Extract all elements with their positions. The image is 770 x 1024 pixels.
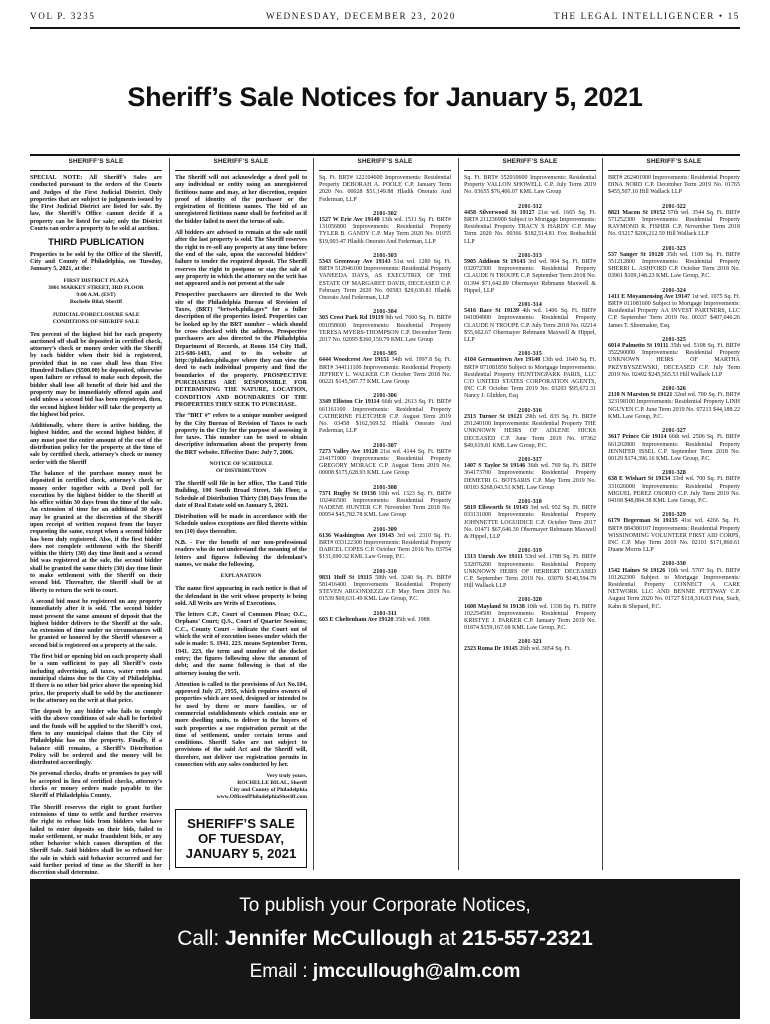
- listing-text: 34th wd. 1997.8 Sq. Ft. BRT# 344111100 Improvements: Residential Property JEFFREY L. WALKER C.P. October Term 2018 No. 00221 $145,587.77 KML Law Group: [319, 357, 451, 386]
- column-header: SHERIFF’S SALE: [464, 158, 596, 171]
- listing-text: 3rd wd. 952 Sq. Ft. BRT# 033131000 Improvements: Residential Property JOHNNETTE LOGUIDICE C.P. October Term 2017 No. 01471 $67,646.30 Obermayer Rebmann Maxwell & Hippel, LLP: [464, 505, 596, 540]
- column-header: SHERIFF’S SALE: [175, 158, 307, 171]
- banner-line-2: [30, 927, 740, 951]
- listing-text: 35th wd. 5108 Sq. Ft. BRT# 352290000 Improvements: Residential Property UNKNOWN HEIRS OF MARTHA PRZYBYSZEWSKI, DECEASED C.P. July Term 2019 No. 02492 $245,565.53 Hill Wallack LLP: [608, 343, 741, 378]
- condition-paragraph: All bidders are advised to remain at the sale until after the last property is sold. The Sheriff reserves the right to re-sell any property at any time before the end of the sale, upon the successful bidders’ failure to tender the required deposit. The Sheriff reserves the right to postpone or stay the sale of any property in which the attorney on the writ has not appeared and is not present at the sale: [175, 230, 307, 288]
- listing: [464, 596, 596, 632]
- listing: [464, 407, 596, 450]
- sale-date-box: [175, 809, 307, 868]
- condition-paragraph: The Sheriff will not acknowledge a deed poll to any individual or entity using an unregistered fictitious name and may, at her discretion, require proof of identity of the purchaser or the registration of fictitious names. The bid of an unregistered fictitious name shall be forfeited as if the bidder failed to meet the terms of sale.: [175, 175, 307, 225]
- listing-text: 32nd wd. 700 Sq. Ft. BRT# 323198100 Improvements: Residential Property LINH NGUYEN C.P. June Term 2019 No. 07213 $44,188.22 KML Law Group, P.C.: [608, 392, 741, 420]
- listing-text: BRT# 262401900 Improvements: Residential Property DINA NORD C.P. December Term 2019 No. 01765 $455,507.10 Hill Wallack LLP: [608, 175, 740, 196]
- listing: [319, 252, 451, 302]
- listing-address: 4104 Germantown Ave 19140: [464, 357, 541, 364]
- condition-paragraph: The letters C.P., Court of Common Pleas; O.C., Orphans’ Court; Q.S., Court of Quarter Sessions; C.C., County Court - indicate the Court out of which the writ of execution issues under which the sale is made: S. 1941. 223. means September Term, 1941. 223, the term and number of the docket entry; the figures following show the amount of debt; and the name following is that of the attorney issuing the writ.: [175, 612, 307, 677]
- column-divider: [602, 158, 603, 870]
- listing-text: 33rd wd. 700 Sq. Ft. BRT# 331026000 Improvements: Residential Property MIGUEL PEREZ OSORIO C.P. July Term 2019 No. 04168 $48,884.38 KML Law Group, P.C.: [608, 476, 741, 504]
- listing-number: 2101-318: [518, 497, 542, 505]
- columns-top-rule: [30, 154, 740, 156]
- column-body: [608, 175, 740, 611]
- listing: [464, 252, 596, 295]
- listing-text: 35th wd. 1109 Sq. Ft. BRT# 351212800 Improvements: Residential Property SHERRI L. ASHFORD C.P. October Term 2018 No. 03961 $109,148.23 KML Law Group, P.C.: [608, 251, 741, 280]
- listing-text: 57th wd. 3544 Sq. Ft. BRT# 571252300 Improvements: Residential Property RAYMOND R. FISHER C.P. November Term 2018 No. 03217 $206,212.59 Hill Wallack LLP: [608, 209, 741, 238]
- listing-text: 3rd wd. 904 Sq. Ft. BRT# 032072300 Improvements: Residential Property CLAUDE N TROUPE C.P. September Term 2018 No. 01394 $71,642.89 Obermayer Rebmann Maxwell & Hippel, LLP: [464, 259, 596, 294]
- listing-text: 29th wd. 835 Sq. Ft. BRT# 291240100 Improvements: Residential Property THE UNKNOWN HEIRS OF ADLENE HICKS DECEASED C.P. June Term 2019 No. 07362 $49,619.81 KML Law Group, P.C.: [464, 413, 596, 449]
- listing-text: 35th wd. 1088: [395, 616, 430, 623]
- listing: [608, 427, 740, 463]
- listing-address: 5905 Addison St 19143: [464, 259, 526, 266]
- listing-address: 6136 Washington Ave 19143: [319, 532, 395, 539]
- listing-number: 2101-321: [518, 638, 542, 646]
- listing-address: 3617 Prince Cir 19114: [608, 434, 667, 441]
- listing-text: 36th wd. 769 Sq. Ft. BRT# 364173700 Improvements: Residential Property DEMETRI G. BOTSARIS C.P. May Term 2019 No. 00183 $268,043.51 KML Law Group: [464, 463, 596, 491]
- listing-address: 603 E Cheltenham Ave 19120: [319, 616, 394, 623]
- condition-paragraph: The deposit by any bidder who fails to comply with the above conditions of sale shall be forfeited and the funds will be applied to the Sheriff’s cost, then to any municipal claims that the City of Philadelphia has on the property. Finally, if a balance still remains, a Sheriff’s Distribution Policy will be ordered and the money will be distributed accordingly.: [30, 709, 162, 767]
- listing-address: 1313 Unruh Ave 19111: [464, 554, 523, 561]
- listing-text: 66th wd. 2506 Sq. Ft. BRT# 661202800 Improvements: Residential Property JENNIFER ISSEL C.P. September Term 2018 No. 00129 $174,396.16 KML Law Group, P.C.: [608, 434, 741, 462]
- sale-location: FIRST DISTRICT PLAZA 3801 MARKET STREET, 3RD FLOOR 9:00 A.M. (EST) Rochelle Bilal, Sheriff: [48, 277, 144, 305]
- listing-text: 13th wd. 1640 Sq. Ft. BRT# 871081850 Subject to Mortgage Improvements: Residential Property HUNTINGPARK PARIS, LLC C/O UNITED STATES CORPORATION AGENTS, INC C.P. October Term 2019 No. 03203 $95,672.31 Nancy J. Glidden, Esq: [464, 357, 597, 400]
- page-title: Sheriff’s Sale Notices for January 5, 2021: [127, 82, 643, 112]
- listing: [319, 442, 451, 478]
- listing-number: 2101-305: [373, 350, 397, 358]
- issue-date: WEDNESDAY, DECEMBER 23, 2020: [266, 11, 457, 21]
- condition-paragraph: The Sheriff reserves the right to grant further extensions of time to settle and further reserves the right to refuse bids from bidders who have failed to enter deposits on their bids, failed to make settlement, or make fraudulent bids, or any other behavior which causes disruption of the Sheriff Sale. Said bidders shall be so refused for the sale in which said behavior occurred and for said further period of time as the Sheriff in her discretion shall determine.: [30, 804, 162, 877]
- listing-address: 1411 E Moyamensing Ave 19147: [608, 293, 691, 300]
- masthead-rule: [30, 27, 740, 29]
- condition-paragraph: N.B. - For the benefit of our non-professional readers who do not understand the meaning of the letters and figures following the defendant’s names, we make the following.: [175, 540, 307, 568]
- listing: [464, 498, 596, 541]
- listing: [464, 547, 596, 590]
- column-4: [464, 158, 596, 876]
- listing-number: 2101-329: [662, 511, 686, 519]
- listing-number: 2101-312: [518, 202, 542, 210]
- condition-paragraph: The “BRT #” refers to a unique number assigned by the City Bureau of Revision of Taxes to each property in the City for the purpose of assessing it for taxes. This number can be used to obtain descriptive information about the property from the BRT website. Effective Date: July 7, 2006.: [175, 413, 307, 456]
- contact-name: Jennifer McCullough: [225, 927, 433, 950]
- advertising-banner: [30, 879, 740, 1019]
- listing-address: 638 E Wishart St 19134: [608, 476, 671, 483]
- listing: [608, 175, 740, 197]
- listing: [608, 385, 740, 421]
- listing-number: 2101-309: [373, 525, 397, 533]
- listing-address: 3349 Elliston Cir 19114: [319, 399, 380, 406]
- listing: [319, 610, 451, 624]
- condition-paragraph: The name first appearing in each notice is that of the defendant in the writ whose property is being sold. All Writs are Writs of Executions.: [175, 586, 307, 607]
- listing: [464, 456, 596, 492]
- banner-call-prefix: Call:: [177, 927, 226, 950]
- listing-address: 537 Sanger St 19120: [608, 251, 664, 258]
- contact-phone[interactable]: 215-557-2321: [461, 927, 593, 950]
- column-3: [319, 158, 451, 876]
- listing-number: 2101-316: [518, 406, 542, 414]
- listing: [319, 210, 451, 246]
- publication-name: THE LEGAL INTELLIGENCER • 15: [554, 11, 740, 21]
- listing-address: 303 Crest Park Rd 19119: [319, 315, 384, 322]
- listing-number: 2101-319: [518, 547, 542, 555]
- listing-address: 5416 Race St 19139: [464, 308, 519, 315]
- listing-address: 5819 Ellsworth St 19143: [464, 505, 529, 512]
- volume-label: VOL P. 3235: [30, 11, 96, 21]
- properties-intro: Properties to be sold by the Office of the Sheriff, City and County of Philadelphia, on Tuesday, January 5, 2021, at the:: [30, 251, 162, 273]
- listing: [608, 245, 740, 281]
- listing-number: 2101-313: [518, 251, 542, 259]
- listing-address: 2118 N Marston St 19121: [608, 392, 673, 399]
- listing-number: 2101-311: [373, 609, 397, 617]
- listing-text: 51st wd. 1280 Sq. Ft. BRT# 512046100 Improvements: Residential Property VANEEDA DAYS, AS EXECUTRIX OF THE ESTATE OF MARGARET DAVIS, DECEASED C.P. February Term 2020 No. 00583 $29,630.81 Hladik Onorato And Federman, LLP: [319, 259, 451, 302]
- listing: [608, 336, 740, 379]
- listing-number: 2101-327: [662, 427, 686, 435]
- listing-number: 2101-304: [373, 308, 397, 316]
- listing-address: 6444 Woodcrest Ave 19151: [319, 357, 390, 364]
- listing-text: 66th wd. 2613 Sq. Ft. BRT# 661161100 Improvements: Residential Property CATHERINE FLETCHER C.P. August Term 2019 No. 03458 $162,569.52 Hladik Onorato And Federman, LLP: [319, 399, 451, 435]
- notice-schedule-heading: NOTICE OF SCHEDULE OF DISTRIBUTION: [209, 460, 273, 474]
- listing-text: 10th wd. 1338 Sq. Ft. BRT# 102254500 Improvements: Residential Property KRISTYE J. PARKER C.P. January Term 2019 No. 01874 $159,167.68 KML Law Group, P.C.: [464, 603, 597, 632]
- listing: [464, 350, 596, 400]
- listing: [319, 392, 451, 435]
- listing-text: Sq. Ft. BRT# 352010600 Improvements: Residential Property VALLON SHOWELL C.P. July Term 2019 No. 03655 $76,406.07 KML Law Group: [464, 175, 596, 196]
- listing-number: 2101-317: [518, 455, 542, 463]
- listing: [319, 350, 451, 386]
- listing-address: 8821 Macon St 19152: [608, 209, 666, 216]
- column-header: SHERIFF’S SALE: [319, 158, 451, 171]
- listing-address: 4458 Silverwood St 19127: [464, 209, 535, 216]
- listing-number: 2101-323: [662, 244, 686, 252]
- column-body: [175, 175, 307, 893]
- listing-text: 10th wd. 5707 Sq. Ft. BRT# 101262300 Subject to Mortgage Improvements: Residential Property CONNECT A CARE NETWORK LLC AND BENNIE PETTWAY C.P. August Term 2020 No. 01727 $118,316.03 Fein, Such, Kahn & Shepard, P.C.: [608, 567, 740, 610]
- listing-address: 7273 Valley Ave 19128: [319, 448, 378, 455]
- listing: [464, 638, 596, 652]
- explanation-heading: EXPLANATION: [220, 573, 262, 580]
- column-header: SHERIFF’S SALE: [30, 158, 162, 171]
- listing-number: 2101-314: [518, 301, 542, 309]
- listing-address: 5343 Greenway Ave 19143: [319, 259, 391, 266]
- listing-text: 41st wd. 4266 Sq. Ft. BRT# 884380107 Improvements: Residential Property WISSINOMING VOLUNTEER FIRST AID CORPS, INC C.P. May Term 2019 No. 02101 $171,860.61 Duane Morris LLP: [608, 518, 740, 554]
- listing-address: 1407 S Taylor St 19146: [464, 463, 526, 470]
- listing-number: 2101-328: [662, 469, 686, 477]
- listing-text: 9th wd. 7600 Sq. Ft. BRT# 091058600 Improvements: Residential Property TERESA MYERS-THOMPSON C.P. December Term 2017 No. 02095 $360,150.79 KML Law Group: [319, 315, 452, 344]
- column-2: [175, 158, 307, 876]
- listing-address: 6179 Hegerman St 19135: [608, 518, 678, 525]
- contact-email[interactable]: jmccullough@alm.com: [312, 961, 521, 982]
- listing: [319, 484, 451, 520]
- condition-paragraph: Attention is called to the provisions of Act No.104, approved July 27, 1955, which requires owners of properties which are used, designed or intended to be used by three or more families, or of commercial establishments which contain one or more dwelling units, to deliver to the buyers of such properties a use registration permit at the time of settlement, under certain terms and conditions. Sheriff Sales are not subject to provisions of the said Act and the Sheriff will, therefore, not deliver use registration permits in connection with any sales conducted by her.: [175, 681, 307, 769]
- condition-paragraph: The first bid or opening bid on each property shall be a sum sufficient to pay all Sheriff’s costs including advertising, all taxes, water rents and municipal claims due to the City of Philadelphia. If there is no other bid price above the opening bid price, the property shall be sold by the auctioneer to the attorney on the writ at that price.: [30, 654, 162, 704]
- column-header: SHERIFF’S SALE: [608, 158, 740, 171]
- listing-address: 6014 Palmetto St 19111: [608, 343, 669, 350]
- listing-text: 10th wd. 1323 Sq. Ft. BRT# 102466500 Improvements: Residential Property NADENE HUNTER C.P. November Term 2018 No. 00954 $45,782.78 KML Law Group: [319, 490, 451, 519]
- condition-paragraph: Distribution will be made in accordance with the Schedule unless exceptions are filed thereto within ten (10) days thereafter.: [175, 514, 307, 535]
- listing-text: 21st wd. 4144 Sq. Ft. BRT# 214171900 Improvements: Residential Property GREGORY MORACE C.P. August Term 2019 No. 00008 $175,628.93 KML Law Group: [319, 448, 452, 477]
- listing: [608, 560, 740, 610]
- listing-number: 2101-330: [662, 560, 686, 568]
- listing-number: 2101-326: [662, 385, 686, 393]
- column-1: [30, 158, 162, 876]
- banner-email-prefix: Email :: [249, 961, 313, 982]
- listing-address: 2313 Turner St 19121: [464, 413, 523, 420]
- listing-address: 1542 Haines St 19126: [608, 567, 666, 574]
- listing-text: 58th wd. 3240 Sq. Ft. BRT# 581416400 Improvements Residential Property STEVEN ARGONDEZZI C.P. May Term 2019 No. 01539 $69,631.49 KML Law Group, P.C.: [319, 574, 452, 603]
- banner-at: at: [432, 927, 462, 950]
- listing-address: 2323 Roma Dr 19145: [464, 645, 518, 652]
- condition-paragraph: Ten percent of the highest bid for each property auctioned off shall be deposited in certified check, attorney’s check or money order with the Sheriff by each bidder when their bid is registered, provided that in no case shall less than Five Hundred Dollars ($500.00) be deposited, otherwise upon failure or refusal to make such deposit, the bidder shall lose all benefit of their bid and the property may be immediately offered again and sold unless a second bid has been registered, then, the second highest bidder will take the property at the highest bid price.: [30, 331, 162, 418]
- condition-paragraph: No personal checks, drafts or promises to pay will be accepted in lieu of certified checks, attorney’s checks or money orders made payable to the Sheriff of Philadelphia County.: [30, 771, 162, 800]
- listing-address: 7371 Rugby St 19138: [319, 490, 376, 497]
- listing: [319, 568, 451, 604]
- column-body: [464, 175, 596, 653]
- listing-text: 3rd wd. 2310 Sq. Ft. BRT# 033122300 Improvements: Residential Property DARCEL COPES C.P. October Term 2016 No. 03754 $131,690.32 KML Law Group, P.C.: [319, 532, 452, 561]
- listing-text: 53rd wd. 1788 Sq. Ft. BRT# 532076200 Improvements: Residential Property UNKNOWN HEIRS OF HERBERT DECEASED C.P. September Term 2019 No. 03070 $140,594.79 Hill Wallack LLP: [464, 554, 597, 590]
- column-divider: [458, 158, 459, 870]
- listing-number: 2101-324: [662, 286, 686, 294]
- column-divider: [313, 158, 314, 870]
- listing: [464, 203, 596, 246]
- listing-number: 2101-315: [518, 350, 542, 358]
- listing-text: 13th wd. 1511 Sq. Ft. BRT# 131056800 Improvements: Residential Property TYLER B. GANDY C.P. May Term 2020 No. 01055 $19,003.47 Hladik Onorato And Federman, LLP: [319, 217, 451, 245]
- listing-number: 2101-308: [373, 483, 397, 491]
- conditions-heading: JUDICIAL/FORECLOSURE SALE CONDITIONS OF SHERIFF SALE: [52, 311, 140, 325]
- listing-text: Sq. Ft. BRT# 122104600 Improvements: Residential Property DEBORAH A. POOLE C.P. January Term 2020 No. 00028 $51,149.88 Hladik Onorato And Federman, LLP: [319, 175, 451, 203]
- listing: [319, 308, 451, 344]
- column-body: [319, 175, 451, 624]
- listing-number: 2101-320: [518, 596, 542, 604]
- column-divider: [169, 158, 170, 870]
- listing: [464, 301, 596, 344]
- listing-number: 2101-302: [373, 209, 397, 217]
- listing: [608, 469, 740, 505]
- listing: [319, 175, 451, 204]
- third-publication-heading: THIRD PUBLICATION: [48, 237, 144, 249]
- listing: [608, 203, 740, 239]
- listing-number: 2101-306: [373, 392, 397, 400]
- column-5: [608, 158, 740, 876]
- banner-line-3: [30, 961, 740, 983]
- column-body: [30, 175, 162, 878]
- listing-address: 1527 W Erie Ave 19140: [319, 217, 380, 224]
- masthead: [30, 8, 740, 24]
- listing-number: 2101-310: [373, 567, 397, 575]
- sale-date-box-text: SHERIFF’S SALE OF TUESDAY, JANUARY 5, 2021: [185, 816, 297, 862]
- banner-line-1: To publish your Corporate Notices,: [239, 895, 531, 916]
- listing-number: 2101-322: [662, 202, 686, 210]
- listing: [608, 287, 740, 330]
- listing-text: 26th wd. 3054 Sq. Ft.: [519, 645, 572, 652]
- listing-number: 2101-307: [373, 441, 397, 449]
- listing-number: 2101-303: [373, 251, 397, 259]
- condition-paragraph: The balance of the purchase money must be deposited in certified check, attorney’s check or money order together with a Deed poll for execution by the highest bidder to the Sheriff at his office within 30 days from the time of the sale. An extension of time for an additional 30 days may be granted at the discretion of the Sheriff upon receipt of written request from the buyer requesting the same, except when a second bidder has been duly registered. Also, if the first bidder does not complete settlement with the Sheriff within the thirty (30) day time limit and a second bid was registered at the sale, the second bidder shall be granted the same thirty (30) day time limit to make settlement with the Sheriff on their second bid. Thereafter, the Sheriff shall be at liberty to return the writ to court.: [30, 470, 162, 594]
- listing-address: 1608 Mayland St 19138: [464, 603, 525, 610]
- listing-text: 4th wd. 1406 Sq. Ft. BRT# 041004900 Improvements: Residential Property CLAUDE N TROUPE C.P. July Term 2018 No. 02214 $55,662.67 Obermayer Rebmann Maxwell & Hippel, LLP: [464, 308, 597, 344]
- condition-paragraph: A second bid must be registered on any property immediately after it is sold. The second bidder must present the same amount of deposit that the highest bidder delivers to the Sheriff at the sale. An extension of time under no circumstances will be granted or honored by the Sheriff whenever a second bid is registered on a property at the sale.: [30, 598, 162, 649]
- listing: [319, 526, 451, 562]
- listing: [608, 511, 740, 554]
- condition-paragraph: The Sheriff will file in her office, The Land Title Building, 100 South Broad Street, 5th Floor, a Schedule of Distribution Thirty (30) Days from the date of Real Estate sold on January 5, 2021.: [175, 480, 307, 509]
- listing: [464, 175, 596, 197]
- special-note: SPECIAL NOTE: All Sheriff’s Sales are conducted pursuant to the orders of the Courts and Judges of the First Judicial District. Only properties that are subject to judgments issued by the First Judicial District are listed for sale. By law, the Sheriff’s Office cannot decide if a property can be listed for sale; only the District Courts can order a property to be sold at auction.: [30, 175, 162, 233]
- listing-text: 21st wd. 1665 Sq. Ft. BRT# 211236900 Subject to Mortgage Improvements: Residential Property TRACY S HARDY C.P. May Term 2020 No. 00366 $182,514.81 Fox Rothschild LLP: [464, 209, 596, 245]
- listing-number: 2101-325: [662, 335, 686, 343]
- listing-address: 9831 Hoff St 19115: [319, 574, 373, 581]
- condition-paragraph: Prospective purchasers are directed to the Web site of the Philadelphia Bureau of Revision of Taxes, (BRT) “brtweb.phila.gov” for a fuller description of the properties listed. Properties can be looked up by the BRT number – which should be cross checked with the address. Prospective purchasers are also directed to the Philadelphia Department of Records, at Room 154 City Hall, 215-686-1483, and to its website at http://philadox.phila.gov where they can view the deed to each individual property and find the boundaries of the property. PROSPECTIVE PURCHASERS ARE RESPONSIBLE FOR DETERMINING THE NATURE, LOCATION, CONDITION AND BOUNDARIES OF THE PROPERTIES THEY SEEK TO PURCHASE.: [175, 292, 307, 408]
- sheriff-signoff: Very truly yours, ROCHELLE BILAL, Sheriff City and County of Philadelphia www.OfficeofPhiladelphiaSheriff.com: [216, 773, 307, 801]
- condition-paragraph: Additionally, where there is active bidding, the highest bidder, and the second highest bidder, if any must post the entire amount of the cost of the distribution policy for the property at the time of sale by certified check, attorney’s check or money order with the Sheriff: [30, 423, 162, 466]
- listing-text: 1st wd. 1075 Sq. Ft. BRT# 011081600 Subject to Mortgage Improvements: Residential Property AA INVEST PARTNERS, LLC C.P. September Term 2019 No. 00337 $407,046.26 James T. Shoemaker, Esq.: [608, 293, 740, 329]
